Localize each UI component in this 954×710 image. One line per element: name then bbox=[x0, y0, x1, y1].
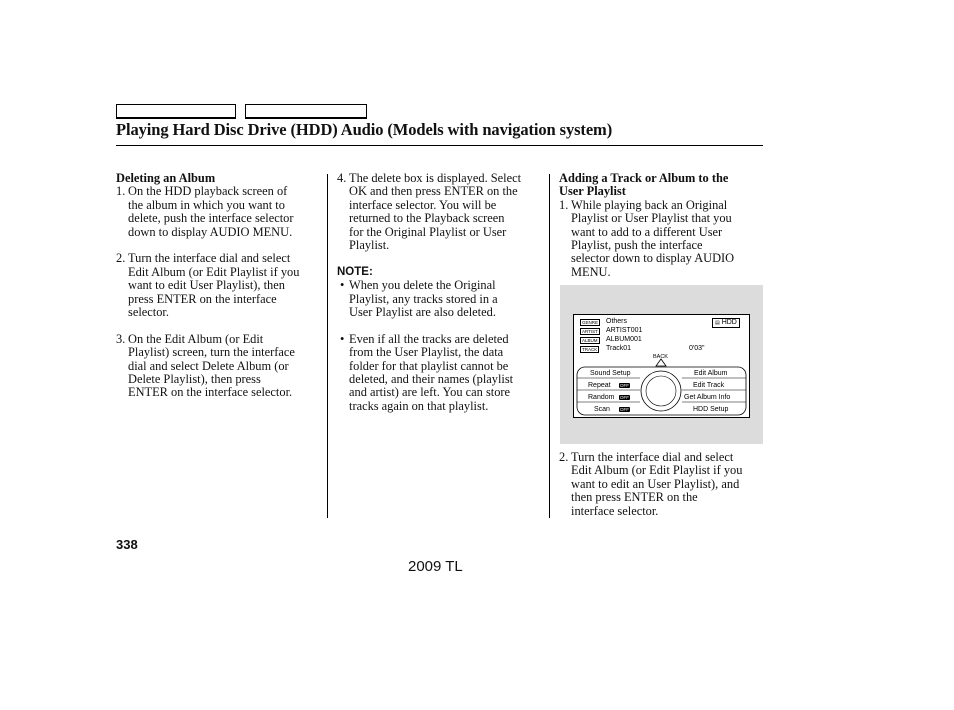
header-tab-left bbox=[116, 104, 236, 119]
menu-item-sound-setup[interactable]: Sound Setup bbox=[590, 370, 631, 377]
text-line: want to edit User Playlist), then bbox=[128, 278, 285, 293]
text-line: Turn the interface dial and select bbox=[571, 450, 734, 464]
text-line: interface selector. You will be bbox=[349, 197, 497, 212]
note-bullet bbox=[337, 279, 545, 319]
step-item bbox=[116, 252, 321, 319]
hdd-icon: ▤ bbox=[715, 320, 720, 326]
menu-item-edit-album[interactable]: Edit Album bbox=[694, 370, 728, 377]
text-line: On the HDD playback screen of bbox=[128, 184, 288, 199]
step-item bbox=[559, 451, 764, 518]
source-label: HDD bbox=[721, 319, 737, 326]
text-line: want to add to a different User bbox=[571, 224, 723, 239]
text-line: Edit Album (or Edit Playlist if you bbox=[571, 463, 743, 478]
text-line: down to display AUDIO MENU. bbox=[128, 224, 293, 239]
text-line: Delete Playlist), then press bbox=[128, 372, 261, 387]
scan-state-badge: OFF bbox=[620, 407, 629, 412]
text-line: Playlist, push the interface bbox=[571, 238, 703, 253]
text-line: the album in which you want to bbox=[128, 197, 285, 212]
menu-item-hdd-setup[interactable]: HDD Setup bbox=[693, 406, 729, 413]
section-heading bbox=[559, 172, 764, 199]
step-item bbox=[337, 172, 545, 252]
heading-line: Adding a Track or Album to the bbox=[559, 171, 729, 185]
artist-tag: ARTIST bbox=[582, 329, 598, 334]
text-line: tracks again on that playlist. bbox=[349, 398, 489, 413]
album-value: ALBUM001 bbox=[606, 336, 642, 343]
header-tab-right bbox=[245, 104, 367, 119]
column-adding-track bbox=[559, 172, 764, 279]
text-line: from the User Playlist, the data bbox=[349, 345, 504, 360]
genre-tag: GENRE bbox=[582, 320, 599, 325]
title-rule bbox=[116, 145, 763, 146]
text-line: for the Original Playlist or User bbox=[349, 224, 507, 239]
text-line: interface selector. bbox=[571, 503, 659, 518]
text-line: Playlist, any tracks stored in a bbox=[349, 291, 498, 306]
menu-item-random[interactable]: Random bbox=[588, 394, 615, 401]
back-label: BACK bbox=[653, 354, 668, 360]
footer-model: 2009 TL bbox=[408, 558, 463, 575]
text-line: Edit Album (or Edit Playlist if you bbox=[128, 264, 300, 279]
text-line: dial and select Delete Album (or bbox=[128, 358, 289, 373]
text-line: User Playlist are also deleted. bbox=[349, 305, 496, 320]
track-value: Track01 bbox=[606, 345, 632, 352]
step-item bbox=[559, 199, 764, 279]
track-tag: TRACK bbox=[582, 347, 598, 352]
elapsed-time: 0'03" bbox=[689, 345, 705, 352]
section-heading: Deleting an Album bbox=[116, 171, 216, 185]
step-number: 2. bbox=[559, 450, 569, 464]
step-item bbox=[116, 333, 321, 400]
page-number: 338 bbox=[116, 537, 138, 552]
step-number: 4. bbox=[337, 171, 347, 185]
menu-item-scan[interactable]: Scan bbox=[594, 406, 610, 413]
step-number: 2. bbox=[116, 251, 126, 266]
step-item bbox=[116, 185, 321, 239]
column-adding-track-step2 bbox=[559, 451, 764, 518]
text-line: ENTER on the interface selector. bbox=[128, 385, 293, 400]
text-line: On the Edit Album (or Edit bbox=[128, 331, 264, 346]
text-line: deleted, and their names (playlist bbox=[349, 372, 514, 387]
step-number: 3. bbox=[116, 331, 126, 346]
album-tag: ALBUM bbox=[582, 338, 598, 343]
page-title: Playing Hard Disc Drive (HDD) Audio (Models with navigation system) bbox=[116, 120, 613, 139]
text-line: Turn the interface dial and select bbox=[128, 251, 291, 266]
text-line: press ENTER on the interface bbox=[128, 291, 277, 306]
column-delete-notes bbox=[337, 172, 545, 413]
step-number: 1. bbox=[116, 184, 126, 199]
text-line: then press ENTER on the bbox=[571, 490, 698, 505]
text-line: Playlist or User Playlist that you bbox=[571, 211, 732, 226]
note-bullet bbox=[337, 333, 545, 413]
text-line: returned to the Playback screen bbox=[349, 211, 505, 226]
repeat-state-badge: OFF bbox=[620, 383, 629, 388]
heading-line: User Playlist bbox=[559, 184, 626, 199]
text-line: selector down to display AUDIO bbox=[571, 251, 735, 266]
text-line: folder for that playlist cannot be bbox=[349, 358, 509, 373]
text-line: The delete box is displayed. Select bbox=[349, 171, 522, 185]
audio-menu-screen bbox=[573, 314, 750, 418]
text-line: Playlist) screen, turn the interface bbox=[128, 345, 295, 360]
text-line: OK and then press ENTER on the bbox=[349, 184, 518, 199]
menu-item-repeat[interactable]: Repeat bbox=[588, 382, 611, 389]
text-line: MENU. bbox=[571, 264, 611, 279]
note-label: NOTE: bbox=[337, 265, 373, 278]
text-line: While playing back an Original bbox=[571, 197, 728, 212]
bullet-mark: • bbox=[340, 331, 345, 346]
column-deleting-album bbox=[116, 172, 321, 400]
text-line: Even if all the tracks are deleted bbox=[349, 331, 509, 346]
menu-item-edit-track[interactable]: Edit Track bbox=[693, 382, 725, 389]
column-divider-1 bbox=[327, 174, 328, 518]
text-line: When you delete the Original bbox=[349, 278, 496, 293]
random-state-badge: OFF bbox=[620, 395, 629, 400]
bullet-mark: • bbox=[340, 278, 345, 293]
genre-value: Others bbox=[606, 318, 628, 325]
column-divider-2 bbox=[549, 174, 550, 518]
artist-value: ARTIST001 bbox=[606, 327, 643, 334]
text-line: delete, push the interface selector bbox=[128, 211, 294, 226]
text-line: selector. bbox=[128, 305, 169, 320]
text-line: want to edit an User Playlist), and bbox=[571, 476, 740, 491]
menu-item-get-album-info[interactable]: Get Album Info bbox=[684, 394, 731, 401]
step-number: 1. bbox=[559, 197, 569, 212]
text-line: and artist) are left. You can store bbox=[349, 385, 511, 400]
text-line: Playlist. bbox=[349, 238, 390, 253]
